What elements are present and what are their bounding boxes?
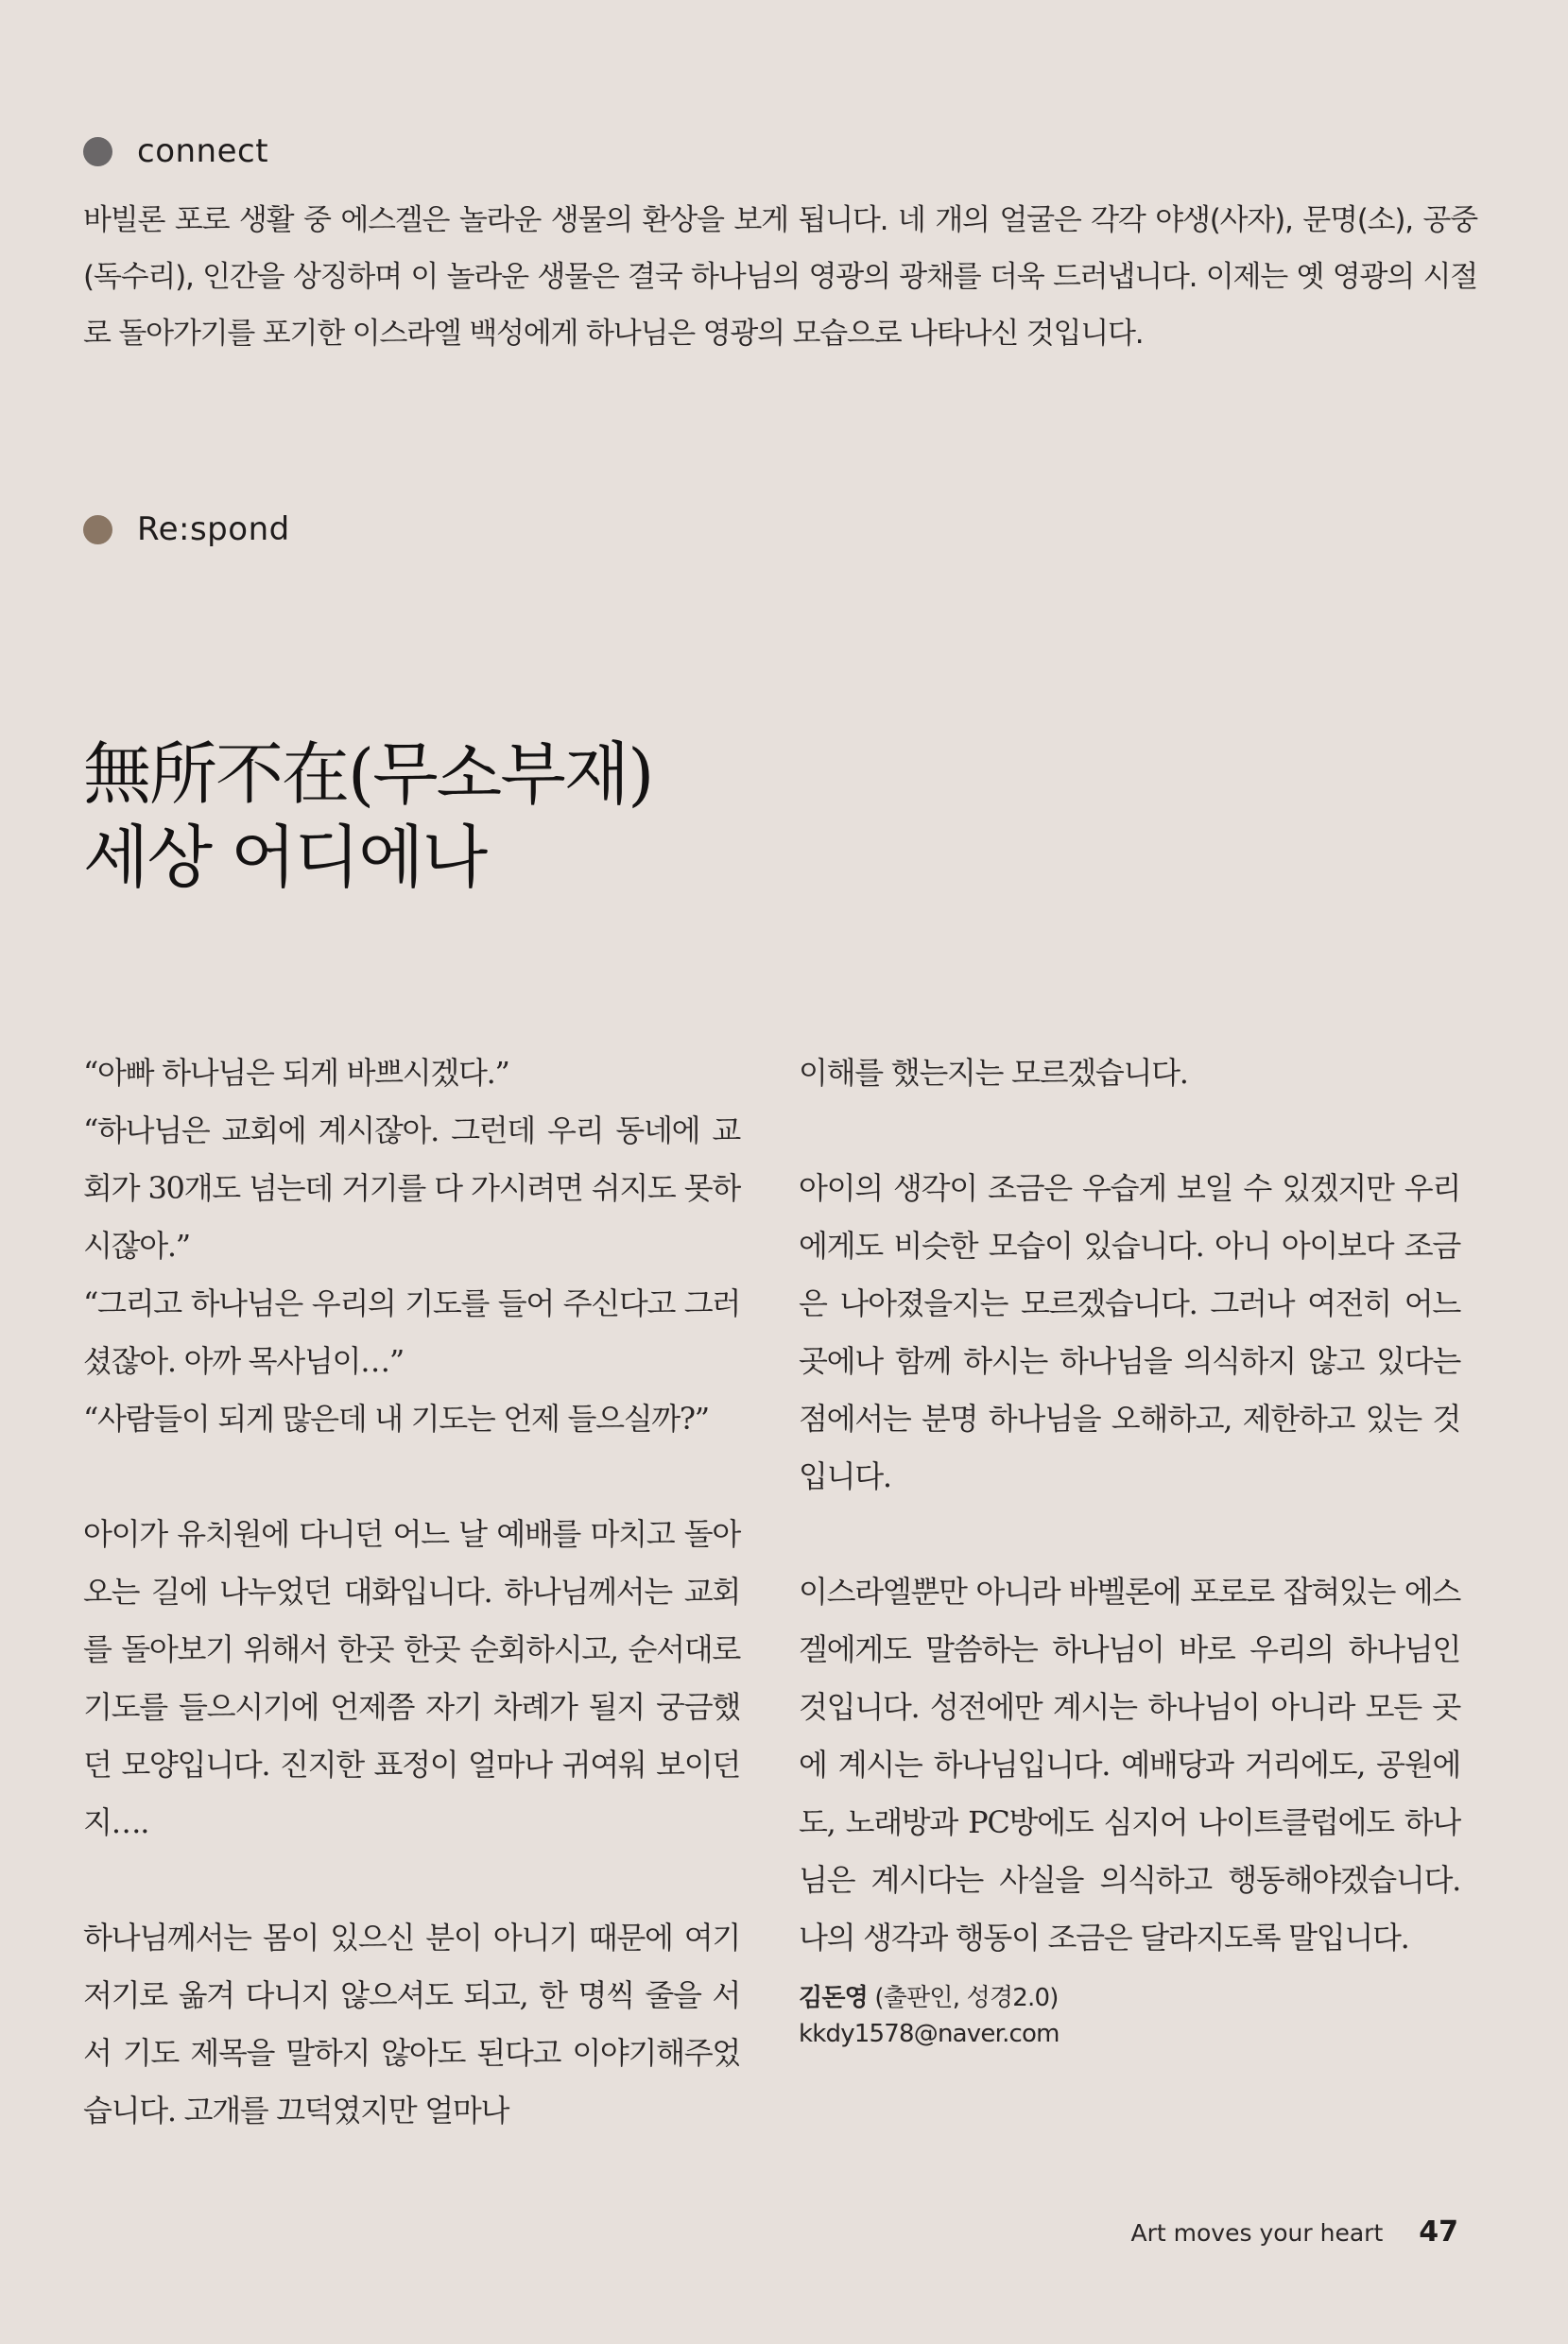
article-title (83, 732, 652, 899)
body-paragraph: 이해를 했는지는 모르겠습니다. (799, 1055, 1188, 1091)
respond-bullet-dot (83, 515, 112, 544)
quote-line: “사람들이 되게 많은데 내 기도는 언제 들으실까?” (83, 1401, 709, 1437)
article-left-column (83, 1044, 740, 2140)
quote-line: “하나님은 교회에 계시잖아. 그런데 우리 동네에 교회가 30개도 넘는데 거기를 다 가시려면 쉬지도 못하시잖아.” (83, 1112, 740, 1264)
article-title-line-1: 無所不在(무소부재) (83, 734, 653, 814)
body-paragraph: 아이가 유치원에 다니던 어느 날 예배를 마치고 돌아오는 길에 나누었던 대화입니다. 하나님께서는 교회를 돌아보기 위해서 한곳 한곳 순회하시고, 순서대로 기도를 들으시기에 언제쯤 자기 차례가 될지 궁금했던 모양입니다. 진지한 표정이 얼마나 귀여워 보이던지…. (83, 1516, 740, 1840)
page-footer (1131, 2215, 1458, 2249)
article-title-line-2: 세상 어디에나 (83, 818, 487, 897)
page-number: 47 (1419, 2215, 1458, 2249)
respond-label: Re:spond (137, 510, 290, 548)
connect-bullet-dot (83, 137, 112, 166)
body-paragraph: 이스라엘뿐만 아니라 바벨론에 포로로 잡혀있는 에스겔에게도 말씀하는 하나님이 바로 우리의 하나님인 것입니다. 성전에만 계시는 하나님이 아니라 모든 곳에 계시는 하나님입니다. 예배당과 거리에도, 공원에도, 노래방과 PC방에도 심지어 나이트클럽에도 하나님은 계시다는 사실을 의식하고 행동해야겠습니다. 나의 생각과 행동이 조금은 달라지도록 말입니다. (799, 1574, 1460, 1956)
connect-label: connect (137, 132, 269, 170)
author-email: kkdy1578@naver.com (799, 2020, 1060, 2048)
author-name: 김돈영 (799, 1984, 868, 2012)
author-credit (799, 1980, 1460, 2052)
respond-section-heading (83, 508, 290, 550)
body-paragraph: 하나님께서는 몸이 있으신 분이 아니기 때문에 여기저기로 옮겨 다니지 않으셔도 되고, 한 명씩 줄을 서서 기도 제목을 말하지 않아도 된다고 이야기해주었습니다. 고개를 끄덕였지만 얼마나 (83, 1920, 740, 2129)
connect-section-heading (83, 130, 268, 172)
connect-paragraph: 바빌론 포로 생활 중 에스겔은 놀라운 생물의 환상을 보게 됩니다. 네 개의 얼굴은 각각 야생(사자), 문명(소), 공중(독수리), 인간을 상징하며 이 놀라운 생물은 결국 하나님의 영광의 광채를 더욱 드러냅니다. 이제는 옛 영광의 시절로 돌아가기를 포기한 이스라엘 백성에게 하나님은 영광의 모습으로 나타나신 것입니다. (83, 203, 1477, 351)
article-right-column (799, 1044, 1460, 2052)
author-role: (출판인, 성경2.0) (874, 1984, 1059, 2012)
footer-tagline: Art moves your heart (1130, 2219, 1384, 2247)
quote-line: “그리고 하나님은 우리의 기도를 들어 주신다고 그러셨잖아. 아까 목사님이…” (83, 1285, 740, 1379)
body-paragraph: 아이의 생각이 조금은 우습게 보일 수 있겠지만 우리에게도 비슷한 모습이 있습니다. 아니 아이보다 조금은 나아졌을지는 모르겠습니다. 그러나 여전히 어느 곳에나 함께 하시는 하나님을 의식하지 않고 있다는 점에서는 분명 하나님을 오해하고, 제한하고 있는 것입니다. (799, 1170, 1460, 1494)
quote-line: “아빠 하나님은 되게 바쁘시겠다.” (83, 1055, 509, 1091)
author-line (799, 1980, 1460, 2016)
